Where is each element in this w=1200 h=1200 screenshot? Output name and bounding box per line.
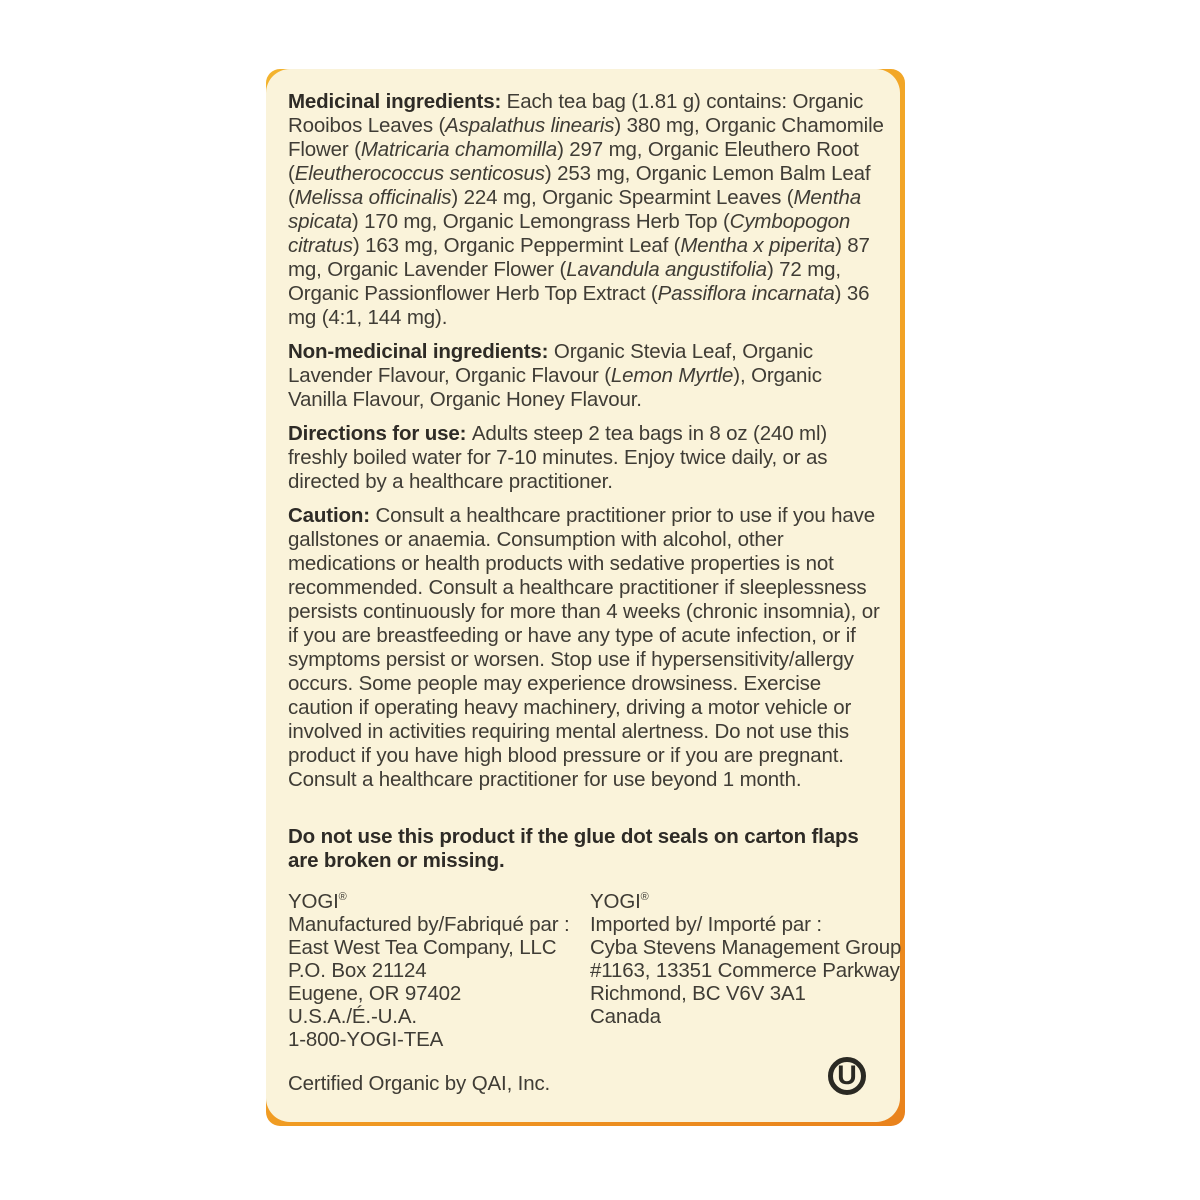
importer-block [590,890,901,1051]
importer-line: Canada [590,1005,661,1028]
manufacturer-line: U.S.A./É.-U.A. [288,1005,417,1028]
kosher-ou-letter: U [837,1059,857,1090]
medicinal-ingredients-paragraph: Medicinal ingredients: Each tea bag (1.81 g) contains: Organic Rooibos Leaves (Aspalathus linearis) 380 mg, Organic Chamomile Flower (Matricaria chamomilla) 297 mg, Organic Eleuthero Root (Eleutherococcus senticosus) 253 mg, Organic Lemon Balm Leaf (Melissa officinalis) 224 mg, Organic Spearmint Leaves (Mentha spicata) 170 mg, Organic Lemongrass Herb Top (Cymbopogon citratus) 163 mg, Organic Peppermint Leaf (Mentha x piperita) 87 mg, Organic Lavender Flower (Lavandula angustifolia) 72 mg, Organic Passionflower Herb Top Extract (Passiflora incarnata) 36 mg (4:1, 144 mg). [288,90,884,329]
caution-paragraph: Caution: Consult a healthcare practitioner prior to use if you have gallstones or anaemia. Consumption with alcohol, other medications or health products with sedative properties is not recommended. Consult a healthcare practitioner if sleeplessness persists continuously for more than 4 weeks (chronic insomnia), or if you are breastfeeding or have any type of acute infection, or if symptoms persist or worsen. Stop use if hypersensitivity/allergy occurs. Some people may experience drowsiness. Exercise caution if operating heavy machinery, driving a motor vehicle or involved in activities requiring mental alertness. Do not use this product if you have high blood pressure or if you are pregnant. Consult a healthcare practitioner for use beyond 1 month. [288,504,880,791]
manufacturer-line: East West Tea Company, LLC [288,936,557,959]
manufacturer-line: Eugene, OR 97402 [288,982,462,1005]
label-content [288,90,902,1096]
certified-organic-line: Certified Organic by QAI, Inc. [288,1072,551,1095]
registered-trademark-symbol: ® [640,891,649,904]
manufacturer-phone: 1-800-YOGI-TEA [288,1028,444,1051]
importer-line: Richmond, BC V6V 3A1 [590,982,806,1005]
importer-brand [590,890,901,913]
label-card [266,69,900,1122]
directions-paragraph: Directions for use: Adults steep 2 tea bags in 8 oz (240 ml) freshly boiled water for 7-10 minutes. Enjoy twice daily, or as directed by a healthcare practitioner. [288,422,828,493]
manufacturer-line: Manufactured by/Fabriqué par : [288,913,570,936]
importer-line: #1163, 13351 Commerce Parkway [590,959,900,982]
manufacturer-brand [288,890,590,913]
non-medicinal-ingredients-paragraph: Non-medicinal ingredients: Organic Stevia Leaf, Organic Lavender Flavour, Organic Flavour (Lemon Myrtle), Organic Vanilla Flavour, Organic Honey Flavour. [288,340,822,411]
brand-name: YOGI [590,890,641,913]
kosher-ou-icon [828,1057,866,1095]
importer-line: Cyba Stevens Management Group [590,936,902,959]
registered-trademark-symbol: ® [338,891,347,904]
label-card-edge [266,69,905,1126]
manufacturer-line: P.O. Box 21124 [288,959,427,982]
glue-seal-warning: Do not use this product if the glue dot seals on carton flaps are broken or missing. [288,825,859,872]
brand-name: YOGI [288,890,339,913]
manufacturer-block [288,890,590,1051]
importer-line: Imported by/ Importé par : [590,913,822,936]
company-info-columns [288,890,902,1051]
